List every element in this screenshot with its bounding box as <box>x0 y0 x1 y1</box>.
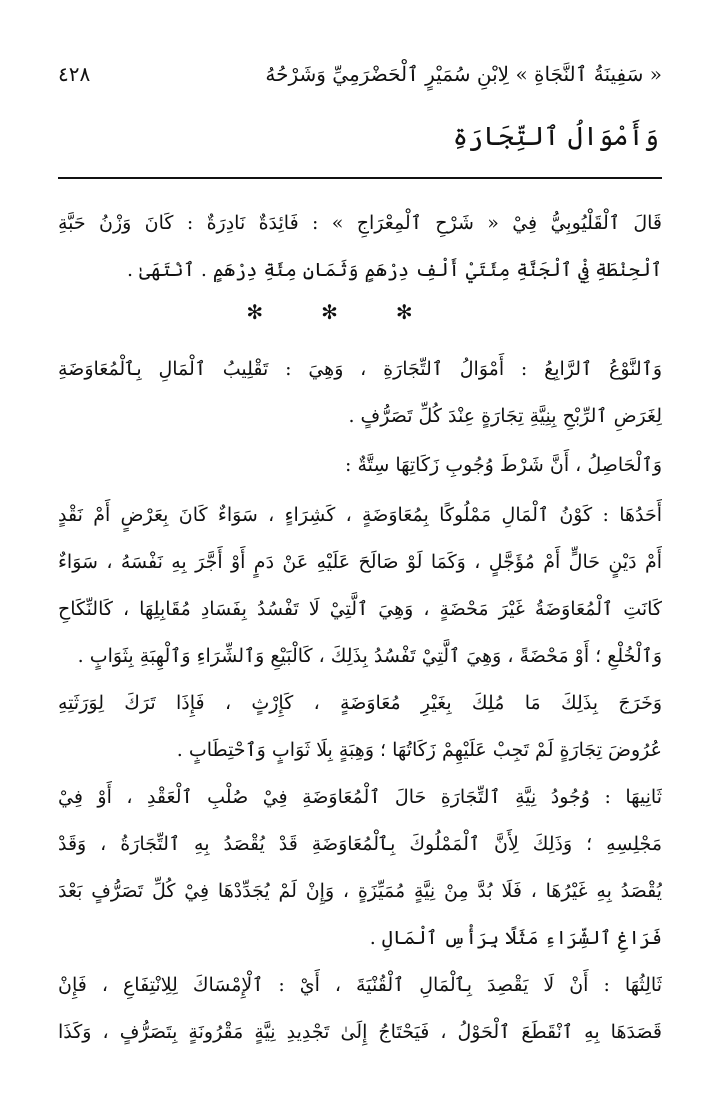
star-icon: ✻ <box>321 300 396 324</box>
text-line: ثَانِيهَا : وُجُودُ نِيَّةِ ٱلتِّجَارَةِ حَالَ ٱلْمُعَاوَضَةِ فِيْ صُلْبِ ٱلْعَقْدِ ، أَوْ فِيْ <box>58 786 662 808</box>
star-icon: ✻ <box>395 300 471 324</box>
text-line: ٱلْحِنْطَةِ فِيْ ٱلْجَنَّةِ مِئَتَيْ أَلْفِ دِرْهَمٍ وَثَمَانِ مِئَةِ دِرْهَمٍ . ٱنْتَهَىٰ . <box>127 259 662 281</box>
text-line: أَحَدُهَا : كَوْنُ ٱلْمَالِ مَمْلُوكًا بِمُعَاوَضَةٍ ، كَشِرَاءٍ ، سَوَاءٌ كَانَ بِعَرْضٍ أَمْ نَقْدٍ <box>58 504 662 526</box>
text-line: عُرُوضَ تِجَارَةٍ لَمْ تَجِبْ عَلَيْهِمْ زَكَاتُهَا ؛ وَهِبَةٍ بِلَا ثَوَابٍ وَٱحْتِطَابٍ . <box>176 739 662 761</box>
text-line: لِغَرَضِ ٱلرِّبْحِ بِنِيَّةِ تِجَارَةٍ عِنْدَ كُلِّ تَصَرُّفٍ . <box>348 405 662 427</box>
text-line: ثَالِثُهَا : أَنْ لَا يَقْصِدَ بِٱلْمَالِ ٱلْقُنْيَةَ ، أَيْ : ٱلْإِمْسَاكَ لِلِانْتِفَاعِ ، فَإِنْ <box>58 974 662 996</box>
text-line: كَانَتِ ٱلْمُعَاوَضَةُ غَيْرَ مَحْضَةٍ ، وَهِيَ ٱلَّتِيْ لَا تَفْسُدُ بِفَسَادِ مُقَابِلِهَا ، كَالنِّكَاحِ <box>58 598 662 620</box>
text-line: يُقْصَدُ بِهِ غَيْرُهَا ، فَلَا بُدَّ مِنْ نِيَّةٍ مُمَيِّزَةٍ ، وَإِنْ لَمْ يُجَدِّدْهَا فِيْ كُلِّ تَصَرُّفٍ بَعْدَ <box>58 880 662 902</box>
running-title: « سَفِينَةُ ٱلنَّجَاةِ » لِابْنِ سُمَيْرٍ ٱلْحَضْرَمِيِّ وَشَرْحُهُ <box>265 62 662 86</box>
text-line: وَخَرَجَ بِذَلِكَ مَا مُلِكَ بِغَيْرِ مُعَاوَضَةٍ ، كَإِرْثٍ ، فَإِذَا تَرَكَ لِوَرَثَتِهِ <box>58 692 662 714</box>
page-number: ٤٢٨ <box>58 62 91 86</box>
paragraph-condition-1 <box>58 492 662 680</box>
text-line: أَمْ دَيْنٍ حَالٍّ أَمْ مُؤَجَّلٍ ، وَكَمَا لَوْ صَالَحَ عَلَيْهِ عَنْ دَمٍ أَوْ أَجَّرَ بِهِ نَفْسَهُ ، سَوَاءٌ <box>58 551 662 573</box>
star-icon: ✻ <box>246 300 322 324</box>
text-line: قَصَدَهَا بِهِ ٱنْقَطَعَ ٱلْحَوْلُ ، فَيَحْتَاجُ إِلَىٰ تَجْدِيدِ نِيَّةٍ مَقْرُونَةٍ بِتَصَرُّفٍ ، وَكَذَا <box>58 1021 662 1043</box>
paragraph-definition <box>58 346 662 440</box>
text-line: مَجْلِسِهِ ؛ وَذَلِكَ لِأَنَّ ٱلْمَمْلُوكَ بِٱلْمُعَاوَضَةِ قَدْ يُقْصَدُ بِهِ ٱلتِّجَارَةُ ، وَقَدْ <box>58 833 662 855</box>
paragraph-condition-2 <box>58 774 662 962</box>
text-line: وَٱلْحَاصِلُ ، أَنَّ شَرْطَ وُجُوبِ زَكَاتِهَا سِتَّةٌ : <box>345 454 662 476</box>
running-header <box>58 62 662 102</box>
text-line: وَٱلنَّوْعُ ٱلرَّابِعُ : أَمْوَالُ ٱلتِّجَارَةِ ، وَهِيَ : تَقْلِيبُ ٱلْمَالِ بِٱلْمُعَاوَضَةِ <box>58 358 662 380</box>
paragraph-condition-3 <box>58 962 662 1056</box>
text-line: قَالَ ٱلْقَلْيُوبِيُّ فِيْ « شَرْحِ ٱلْمِعْرَاجِ » : فَائِدَةٌ نَادِرَةٌ : كَانَ وَزْنُ حَبَّةِ <box>58 212 662 234</box>
section-title: وَأَمْوَالُ ٱلتِّجَارَةِ <box>452 122 659 152</box>
header-rule <box>58 177 662 179</box>
text-line: فَرَاغِ ٱلشِّرَاءِ مَثَلًا بِرَأْسِ ٱلْمَالِ . <box>369 927 662 949</box>
separator-stars <box>0 300 717 324</box>
text-line: وَٱلْخُلْعِ ؛ أَوْ مَحْضَةً ، وَهِيَ ٱلَّتِيْ تَفْسُدُ بِذَلِكَ ، كَالْبَيْعِ وَٱلشِّرَاءِ وَٱلْهِبَةِ بِثَوَابٍ . <box>77 645 662 667</box>
paragraph-exclusion <box>58 680 662 774</box>
paragraph-note <box>58 200 662 294</box>
paragraph-summary <box>58 442 662 489</box>
